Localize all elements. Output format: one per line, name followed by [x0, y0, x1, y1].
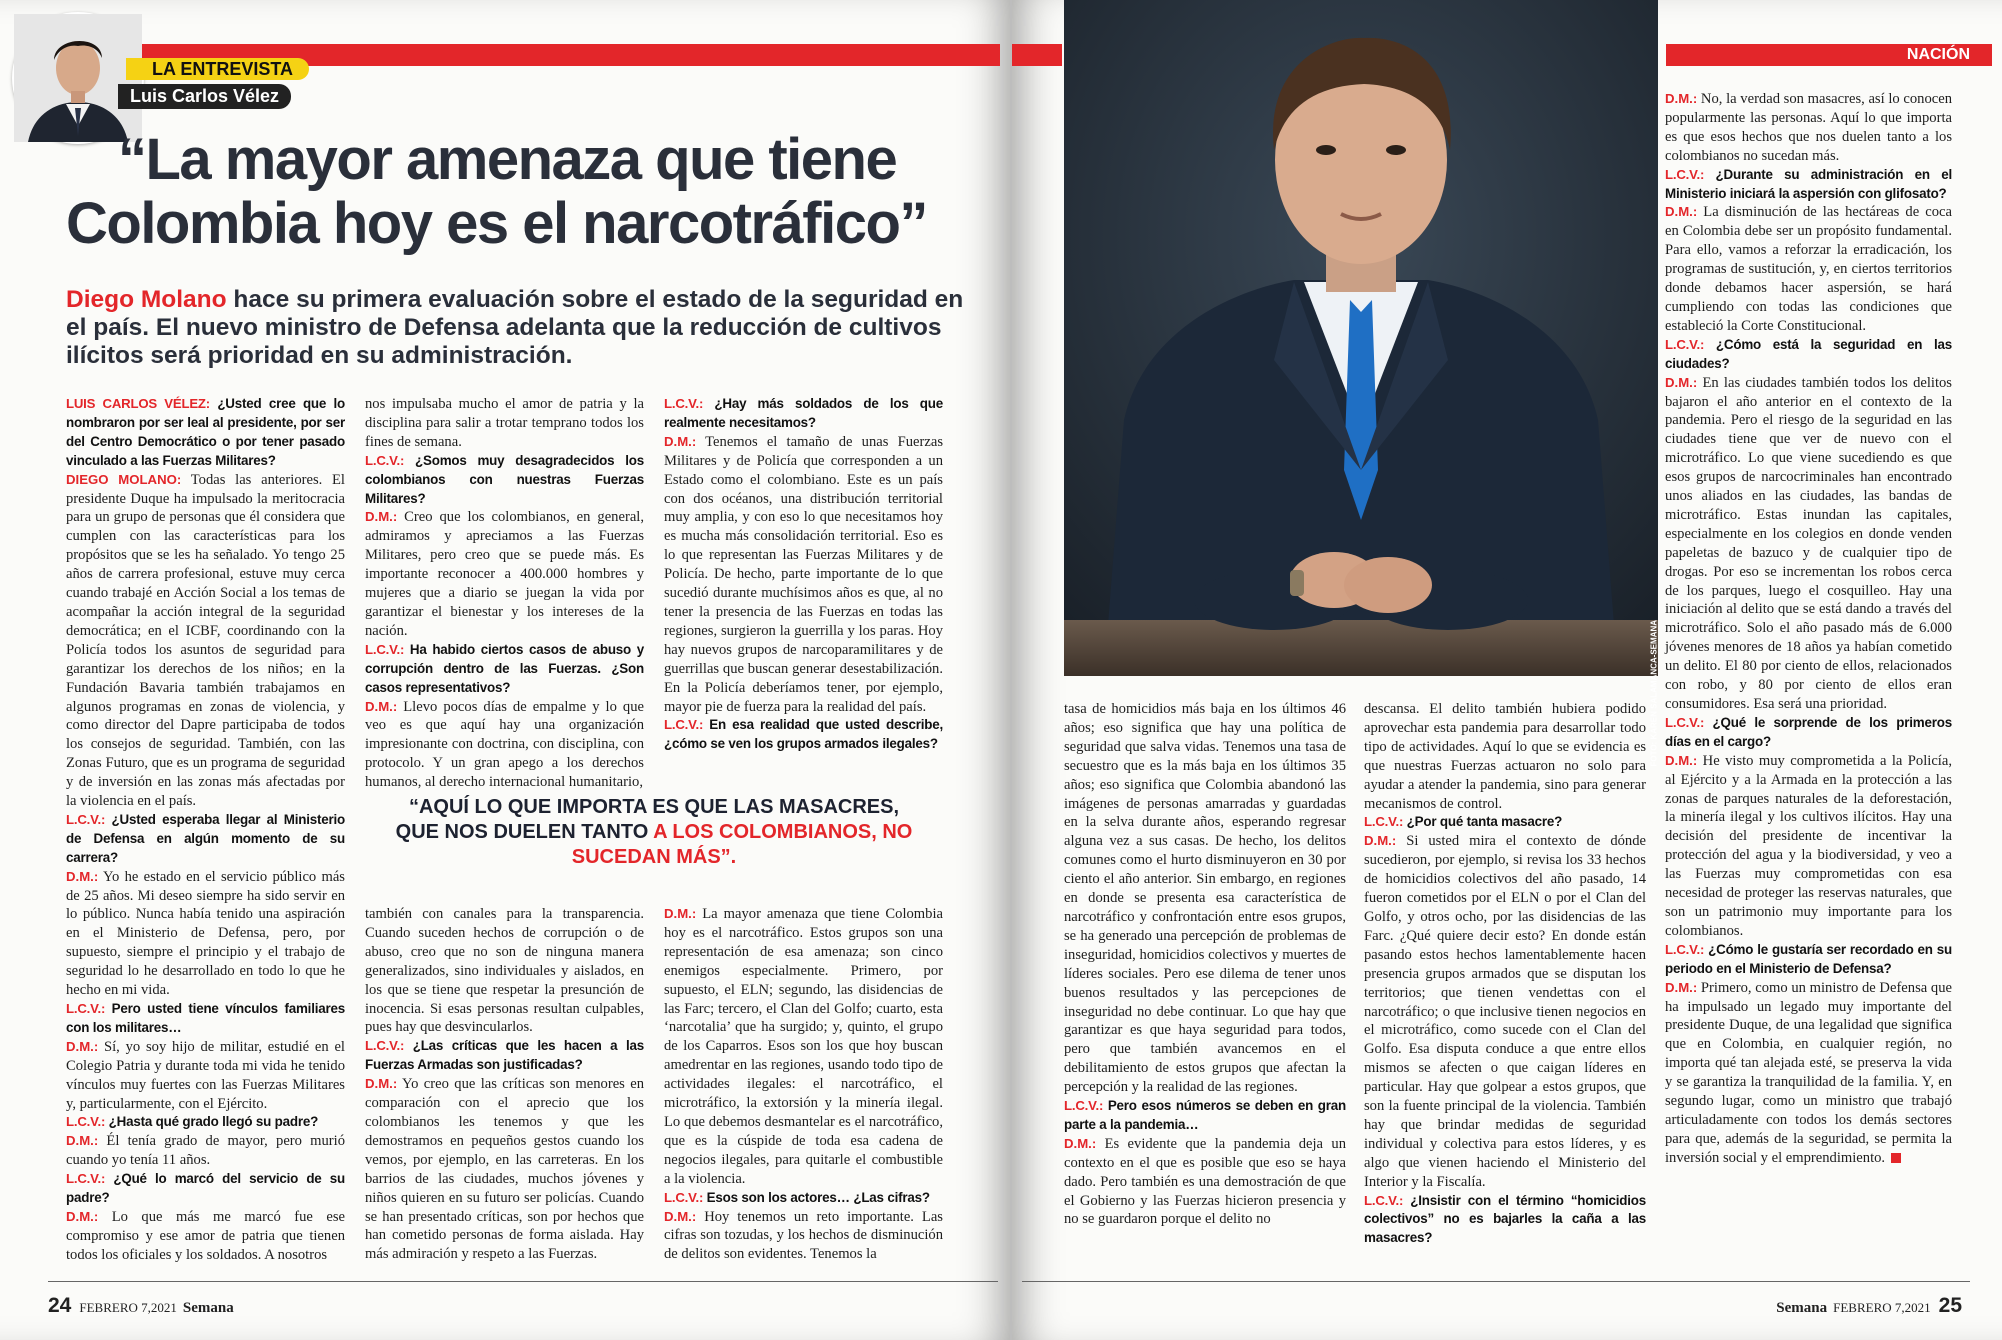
speaker-label: D.M.:: [365, 698, 398, 714]
paragraph-text: descansa. El delito también hubiera podido aprovechar esta pandemia para desarrollar todo tipo de actividades. Aquí lo que se evidencia es que nuestras Fuerzas actuaron no solo para ayudar a atender la pandemia, sino para generar mecanismos de control.: [1364, 701, 1646, 812]
end-mark: [1891, 1153, 1901, 1163]
left-column-1: [66, 395, 345, 1265]
paragraph-text: tasa de homicidios más baja en los últimos 46 años; eso significa que hay una política de seguridad que salva vidas. Tenemos una tasa de secuestro que es la más baja en los últimos 35 años; eso significa que Colombia abandonó las imágenes de personas amarradas y guardadas en la selva durante años, esperando regresar alguna vez a sus casas. De hecho, los delitos comunes como el hurto disminuyeron en 30 por ciento el año anterior. Sin embargo, en regiones en donde se presenta esa característica de narcotráfico y confrontación entre esos grupos, se ha generado una percepción de problemas de inseguridad, homicidios colectivos y muertes de líderes sociales. Pero ese dilema de tener unos buenos resultados y las percepciones de inseguridad no debe continuar. Lo que hay que garantizar es que haya seguridad para todos, pero que también avancemos en el debilitamiento de estos grupos que afectan la percepción y la realidad de las regiones.: [1064, 701, 1346, 1096]
author-portrait: [12, 12, 144, 144]
paragraph-text: Pero usted tiene vínculos familiares con los militares…: [66, 1001, 345, 1035]
speaker-label: D.M.:: [1665, 979, 1698, 995]
interview-question: [664, 1189, 943, 1208]
paragraph-text: Si usted mira el contexto de dónde sucedieron, por ejemplo, si revisa los 33 hechos de homicidios colectivos del año pasado, 14 fueron cometidos por el ELN o por el Clan del Golfo, y otros ocho, por las disidencias de las Farc. ¿Qué quiere decir esto? En donde están pasando estos hechos lamentablemente hacen presencia grupos armados que se disputan los territorios; que tienen vendettas con el narcotráfico; o que inclusive tienen negocios en el microtráfico, como sucede con el Clan del Golfo. Esa disputa conduce a que entre ellos mismos se afecten o que caigan líderes en particular. Hay que golpear a estos grupos, que son la fuente principal de la violencia. También hay que brindar medidas de seguridad individual y colectiva para estos líderes, y es algo que vienen haciendo el Ministerio del Interior y la Fiscalía.: [1364, 833, 1646, 1190]
paragraph-text: nos impulsaba mucho el amor de patria y la disciplina para salir a trotar temprano todos los fines de semana.: [365, 396, 644, 450]
paragraph-text: ¿Somos muy desagradecidos los colombianos con nuestras Fuerzas Militares?: [365, 452, 644, 506]
interview-answer: [66, 1038, 345, 1114]
speaker-label: L.C.V.:: [1665, 336, 1705, 352]
deck-text: hace su primera evaluación sobre el estado de la seguridad en el país. El nuevo ministro de Defensa adelanta que la reducción de cultivos ilícitos será prioridad en su administración.: [66, 286, 964, 369]
paragraph-text: Yo creo que las críticas son menores en comparación con el aprecio que los colombianos les tenemos y que les demostramos en pequeños gestos cuando los vemos, por ejemplo, en las carreteras. En los barrios de las ciudades, muchos jóvenes y niños quieren en su futuro ser policías. Cuando se han presentado críticas, son por hechos que han cometido personas de forma aislada. Hay más admiración y respeto a las Fuerzas.: [365, 1076, 644, 1263]
interview-answer: [1665, 752, 1952, 941]
paragraph-text: Pero esos números se deben en gran parte a la pandemia…: [1064, 1098, 1346, 1132]
page-number: 24: [48, 1294, 72, 1317]
interview-question: [1665, 336, 1952, 374]
paragraph-text: ¿Hay más soldados de los que realmente necesitamos?: [664, 396, 943, 430]
pull-quote-text: “AQUÍ LO QUE IMPORTA ES QUE LAS MASACRES, QUE NOS DUELEN TANTO: [395, 796, 900, 843]
paragraph-text: La mayor amenaza que tiene Colombia hoy es el narcotráfico. Estos grupos son una representación de esa amenaza; son cinco enemigos especialmente. Primero, por supuesto, el ELN; segundo, las disidencias de las Farc; tercero, el Clan del Golfo; cuarto, esta ‘narcotalia’ que ha surgido; y, quinto, el grupo de los Caparros. Esos son los que hoy buscan amedrentar en las regiones, usando todo tipo de actividades ilegales: el narcotráfico, el microtráfico, la extorsión y la minería ilegal. Lo que debemos desmantelar es el narcotráfico, que es la cúspide de toda esa cadena de negocios ilegales, para quitarle el combustible a la violencia.: [664, 906, 943, 1187]
interview-question: [1665, 941, 1952, 979]
paragraph-text: Él tenía grado de mayor, pero murió cuando yo tenía 11 años.: [66, 1133, 345, 1169]
paragraph-text: ¿Qué lo marcó del servicio de su padre?: [66, 1171, 345, 1206]
left-column-2-lower: [365, 905, 644, 1264]
portrait-illustration: [14, 14, 142, 142]
interview-question: [66, 1113, 345, 1132]
minister-photo-illustration: [1064, 0, 1658, 676]
paragraph-text: ¿Hasta qué grado llegó su padre?: [105, 1114, 319, 1130]
folio-rule-left: [48, 1281, 998, 1282]
paragraph-text: también con canales para la transparencia. Cuando suceden hechos de corrupción o de abuso, creo que no son de ninguna manera generalizados, sino individuales y aislados, en los que se tiene que respetar la presunción de inocencia. Si esas personas resultan culpables, pues hay que desvincularlos.: [365, 906, 644, 1036]
interview-question: [365, 452, 644, 509]
interview-question: [1364, 1192, 1646, 1249]
paragraph-text: No, la verdad son masacres, así lo conocen popularmente las personas. Aquí lo que importa es que esos hechos que nos duelen tanto a los colombianos no sucedan más.: [1665, 91, 1952, 164]
deck-name: Diego Molano: [66, 286, 227, 313]
interview-question: [365, 1037, 644, 1075]
interview-answer: [66, 471, 345, 811]
interview-answer: [66, 868, 345, 1000]
headline-line-1: “La mayor amenaza que tiene: [118, 127, 897, 192]
interview-answer: [365, 395, 644, 452]
left-column-2: [365, 395, 644, 792]
paragraph-text: En esa realidad que usted describe, ¿cómo se ven los grupos armados ilegales?: [664, 717, 943, 752]
speaker-label: L.C.V.:: [664, 717, 704, 733]
interview-answer: [664, 433, 943, 717]
speaker-label: L.C.V.:: [1665, 166, 1705, 182]
speaker-label: L.C.V.:: [1364, 814, 1404, 830]
speaker-label: L.C.V.:: [365, 641, 405, 657]
page-number-right: 25: [1938, 1294, 1962, 1317]
paragraph-text: ¿Qué le sorprende de los primeros días en el cargo?: [1665, 714, 1952, 749]
speaker-label: D.M.:: [1665, 91, 1698, 106]
paragraph-text: ¿Cómo está la seguridad en las ciudades?: [1665, 336, 1952, 371]
paragraph-text: ¿Durante su administración en el Ministerio iniciará la aspersión con glifosato?: [1665, 166, 1952, 201]
speaker-label: L.C.V.:: [1665, 941, 1705, 957]
speaker-label: L.C.V.:: [66, 1001, 106, 1016]
right-column-2: [1364, 700, 1646, 1248]
folio-right: [1776, 1294, 1962, 1318]
paragraph-text: Esos son los actores… ¿Las cifras?: [703, 1189, 930, 1205]
interview-question: [664, 395, 943, 433]
interview-question: [365, 641, 644, 698]
top-red-rule-right-left: [1012, 44, 1062, 66]
speaker-label: LUIS CARLOS VÉLEZ:: [66, 396, 210, 411]
speaker-label: L.C.V.:: [66, 1171, 106, 1187]
interview-question: [66, 395, 345, 471]
interview-answer: [664, 905, 943, 1189]
section-badge: [126, 58, 309, 80]
paragraph-text: Yo he estado en el servicio público más de 25 años. Mi deseo siempre ha sido servir en lo público. Nunca había tenido una aspiración en el Ministerio de Defensa, pero, por supuesto, siempre el principio y el trabajo de seguridad lo he desarrollado en todo lo que he hecho en mi vida.: [66, 868, 345, 999]
speaker-label: L.C.V.:: [66, 1114, 106, 1130]
interview-question: [66, 811, 345, 868]
interview-answer: [1364, 832, 1646, 1191]
interview-answer: [365, 698, 644, 793]
interview-answer: [1665, 374, 1952, 714]
speaker-label: L.C.V.:: [365, 452, 405, 468]
interview-answer: [1665, 203, 1952, 335]
paragraph-text: Creo que los colombianos, en general, admiramos y apreciamos a las Fuerzas Militares, pero creo que se puede más. Es importante reconocer a 400.000 hombres y mujeres que a diario se juegan la vida por garantizar el bienestar y los intereses de la nación.: [365, 509, 644, 639]
interview-question: [664, 716, 943, 754]
section-label-bar: [1666, 44, 1992, 66]
speaker-label: D.M.:: [1665, 204, 1698, 220]
magazine-name-right: Semana: [1776, 1300, 1828, 1316]
interview-answer: [1665, 90, 1952, 166]
speaker-label: D.M.:: [1665, 752, 1698, 768]
interview-question: [66, 1170, 345, 1208]
paragraph-text: La disminución de las hectáreas de coca en Colombia debe ser un propósito fundamental. Para ello, vamos a reforzar la erradicación, los programas de sustitución, y, en ciertos territorios donde debamos hacer aspersión, se hará cumpliendo con todas las condiciones que estableció la Corte Constitucional.: [1665, 204, 1952, 334]
speaker-label: D.M.:: [664, 906, 697, 921]
headline: [66, 128, 1006, 256]
interview-answer: [365, 508, 644, 640]
photo-credit: FOTO: KAREN SALAMANCA-SEMANA: [1650, 620, 1659, 767]
speaker-label: D.M.:: [66, 1038, 99, 1054]
issue-date-right: FEBRERO 7,2021: [1833, 1300, 1931, 1315]
speaker-label: D.M.:: [664, 1208, 697, 1224]
speaker-label: L.C.V.:: [66, 811, 106, 827]
interview-question: [1364, 813, 1646, 832]
right-column-3: [1665, 90, 1952, 1168]
interview-answer: [1064, 1135, 1346, 1230]
paragraph-text: He visto muy comprometida a la Policía, al Ejército y a la Armada en la protección a las zonas de parques naturales de la deforestación, la minería ilegal y los cultivos ilícitos. Hay una decisión del presidente de incentivar la protección del agua y la biodiversidad, y veo a las Fuerzas muy comprometidas con esa necesidad de proteger las reservas naturales, que son un patrimonio muy importante para los colombianos.: [1665, 752, 1952, 939]
paragraph-text: ¿Usted esperaba llegar al Ministerio de Defensa en algún momento de su carrera?: [66, 811, 345, 865]
paragraph-text: ¿Las críticas que les hacen a las Fuerzas Armadas son justificadas?: [365, 1038, 644, 1073]
paragraph-text: Es evidente que la pandemia deja un contexto en el que es posible que eso se haya dado. Pero también es una demostración de que el Gobierno y las Fuerzas hicieron presencia y no se guardaron porque el delito no: [1064, 1135, 1346, 1228]
folio-left: [48, 1294, 234, 1318]
speaker-label: L.C.V.:: [365, 1038, 405, 1054]
interview-answer: [66, 1132, 345, 1170]
right-page: [1012, 0, 2002, 1340]
paragraph-text: Lo que más me marcó fue ese compromiso y ese amor de patria que tienen todos los oficiales y los soldados. A nosotros: [66, 1208, 345, 1263]
left-column-3-lower: [664, 905, 943, 1264]
paragraph-text: ¿Usted cree que lo nombraron por ser leal al presidente, por ser del Centro Democrático o por tener pasado vinculado a las Fuerzas Militares?: [66, 396, 345, 468]
paragraph-text: Hoy tenemos un reto importante. Las cifras son tozudas, y los hechos de disminución de delitos son evidentes. Tenemos la: [664, 1208, 943, 1263]
paragraph-text: ¿Por qué tanta masacre?: [1403, 814, 1563, 830]
paragraph-text: Llevo pocos días de empalme y lo que veo es que aquí hay una organización impresionante con doctrina, con disciplina, con protocolo. Y un gran apego a los derechos humanos, al derecho internacional humanitario,: [365, 698, 644, 791]
headline-line-2: Colombia hoy es el narcotráfico”: [66, 191, 927, 256]
section-badge-text: LA ENTREVISTA: [152, 59, 294, 79]
issue-date: FEBRERO 7,2021: [79, 1300, 177, 1315]
pull-quote: [392, 795, 916, 870]
speaker-label: L.C.V.:: [1364, 1192, 1404, 1208]
interview-answer: [664, 1208, 943, 1265]
interview-question: [1665, 714, 1952, 752]
interview-answer: [1064, 700, 1346, 1097]
pull-quote-highlight: A LOS COLOMBIANOS, NO SUCEDAN MÁS”.: [571, 821, 913, 868]
paragraph-text: Sí, yo soy hijo de militar, estudié en el Colegio Patria y durante toda mi vida he tenido vínculos muy fuertes con las Fuerzas Militares y, particularmente, con el Ejército.: [66, 1038, 345, 1112]
paragraph-text: ¿Insistir con el término “homicidios colectivos” no es bajarles la caña a las masacres?: [1364, 1192, 1646, 1246]
right-column-1: [1064, 700, 1346, 1229]
section-label: NACIÓN: [1906, 46, 1970, 63]
speaker-label: D.M.:: [66, 1133, 99, 1149]
author-badge-text: Luis Carlos Vélez: [130, 86, 280, 106]
deck: [66, 286, 966, 370]
speaker-label: L.C.V.:: [1064, 1098, 1104, 1114]
speaker-label: D.M.:: [365, 1076, 398, 1092]
speaker-label: D.M.:: [66, 868, 99, 884]
paragraph-text: Ha habido ciertos casos de abuso y corrupción dentro de las Fuerzas. ¿Son casos representativos?: [365, 641, 644, 695]
speaker-label: D.M.:: [664, 433, 697, 449]
paragraph-text: Primero, como un ministro de Defensa que ha impulsado un legado muy importante del presidente Duque, de una legalidad que significa que en Colombia, en cualquier región, no importa qué tan alejada esté, se preserva la vida y se garantiza la tranquilidad de la familia. Y, en segundo lugar, como un ministro que trabajó articuladamente con todos los demás sectores para que, además de la seguridad, se permita la inversión social y el emprendimiento.: [1665, 979, 1952, 1166]
folio-rule-right: [1022, 1281, 1970, 1282]
paragraph-text: ¿Cómo le gustaría ser recordado en su periodo en el Ministerio de Defensa?: [1665, 941, 1952, 976]
speaker-label: D.M.:: [365, 509, 398, 525]
left-column-3: [664, 395, 943, 754]
speaker-label: D.M.:: [66, 1208, 99, 1224]
interview-question: [1665, 166, 1952, 204]
interview-answer: [1364, 700, 1646, 813]
paragraph-text: Todas las anteriores. El presidente Duque ha impulsado la meritocracia para un grupo de personas que él considera que cumplen con las características para los propósitos que se les ha señalado. Yo tengo 25 años de carrera profesional, estuve muy cerca cuando trabajé en Acción Social a los temas de acompañar la acción integral de la seguridad democrática; en el ICBF, coordinando con la Policía todos los asuntos de seguridad para garantizar los derechos de los niños; en la Fundación Bavaria también trabajamos en algunos programas en zonas de violencia, y como director del Dapre participaba de todos los consejos de seguridad. También, con las Zonas Futuro, que es un programa de seguridad y de inversión en las zonas más afectadas por la violencia en el país.: [66, 471, 345, 810]
speaker-label: L.C.V.:: [1665, 714, 1705, 730]
interview-question: [1064, 1097, 1346, 1135]
paragraph-text: En las ciudades también todos los delitos bajaron el año anterior en el contexto de la pandemia. Pero el riesgo de la seguridad en las ciudades tiene que ver de nuevo con el microtráfico. Lo que viene sucediendo es que esos grupos de narcocriminales han encontrado unos aliados en las ciudades, las bandas de microtráfico. Estas inundan las capitales, especialmente en los colegios en donde venden papeletas de bazuco y de cualquier tipo de drogas. Por eso se incrementan los robos cerca de los parques, luego el cosquilleo. Hay una iniciación al delito que se está dando a través del microtráfico. Solo el año pasado más de 6.000 jóvenes menores de 18 años ya habían cometido un delito. El 80 por ciento de ellos, relacionados con robo, y 80 por ciento de ellos eran consumidores. Esa será una prioridad.: [1665, 374, 1952, 712]
interview-answer: [66, 1208, 345, 1265]
speaker-label: D.M.:: [1665, 374, 1698, 390]
author-badge: [118, 84, 291, 109]
paragraph-text: Tenemos el tamaño de unas Fuerzas Militares y de Policía que corresponden a un Estado como el colombiano. Este es un país con dos océanos, una distribución territorial muy amplia, y con eso lo que necesitamos hoy es mucha más consolidación territorial. Eso es lo que representan las Fuerzas Militares y de Policía. De hecho, parte importante de lo que sucedió durante muchísimos años es que, al no tener la presencia de las Fuerzas en todas las regiones, surgieron la guerrilla y los paras. Hoy hay nuevos grupos de narcoparamilitares y de guerrillas que buscan generar desestabilización. En la Policía deberíamos tener, por ejemplo, mayor pie de fuerza para la realidad del país.: [664, 433, 943, 715]
interview-answer: [365, 1075, 644, 1264]
interview-answer: [1665, 979, 1952, 1168]
speaker-label: L.C.V.:: [664, 1189, 704, 1205]
interview-answer: [365, 905, 644, 1037]
magazine-name: Semana: [182, 1300, 234, 1316]
interview-question: [66, 1000, 345, 1038]
speaker-label: D.M.:: [1064, 1135, 1097, 1151]
speaker-label: L.C.V.:: [664, 396, 704, 411]
speaker-label: D.M.:: [1364, 833, 1397, 849]
speaker-label: DIEGO MOLANO:: [66, 471, 182, 487]
